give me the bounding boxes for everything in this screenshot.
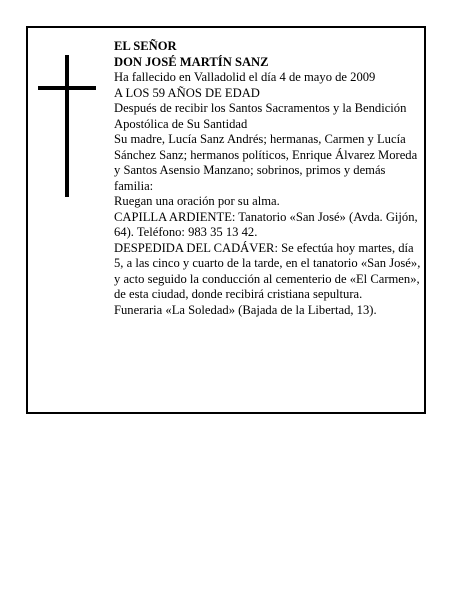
death-statement: Ha fallecido en Valladolid el día 4 de mayo de 2009 (114, 70, 376, 84)
title-line-1: EL SEÑOR (114, 39, 177, 53)
family-statement: Su madre, Lucía Sanz Andrés; hermanas, Carmen y Lucía Sánchez Sanz; hermanos políticos, Enrique Álvarez Moreda y Santos Asensio Manzano; sobrinos, primos y demás familia: (114, 132, 418, 193)
obituary-text (114, 39, 422, 318)
prayer-request: Ruegan una oración por su alma. (114, 194, 280, 208)
funeral-home-info: Funeraria «La Soledad» (Bajada de la Libertad, 13). (114, 302, 377, 317)
farewell-info: DESPEDIDA DEL CADÁVER: Se efectúa hoy martes, día 5, a las cinco y cuarto de la tarde, en el tanatorio «San José», y acto seguido la conducción al cementerio de «El Carmen», de esta ciudad, donde recibirá cristiana sepultura. (114, 240, 421, 301)
age-statement: A LOS 59 AÑOS DE EDAD (114, 85, 260, 100)
deceased-name: DON JOSÉ MARTÍN SANZ (114, 54, 269, 69)
sacraments-statement: Después de recibir los Santos Sacramentos y la Bendición Apostólica de Su Santidad (114, 101, 407, 131)
chapel-info: CAPILLA ARDIENTE: Tanatorio «San José» (Avda. Gijón, 64). Teléfono: 983 35 13 42. (114, 209, 418, 239)
cross-icon (38, 55, 96, 197)
cross-horizontal-bar (38, 86, 96, 90)
cross-vertical-bar (65, 55, 69, 197)
